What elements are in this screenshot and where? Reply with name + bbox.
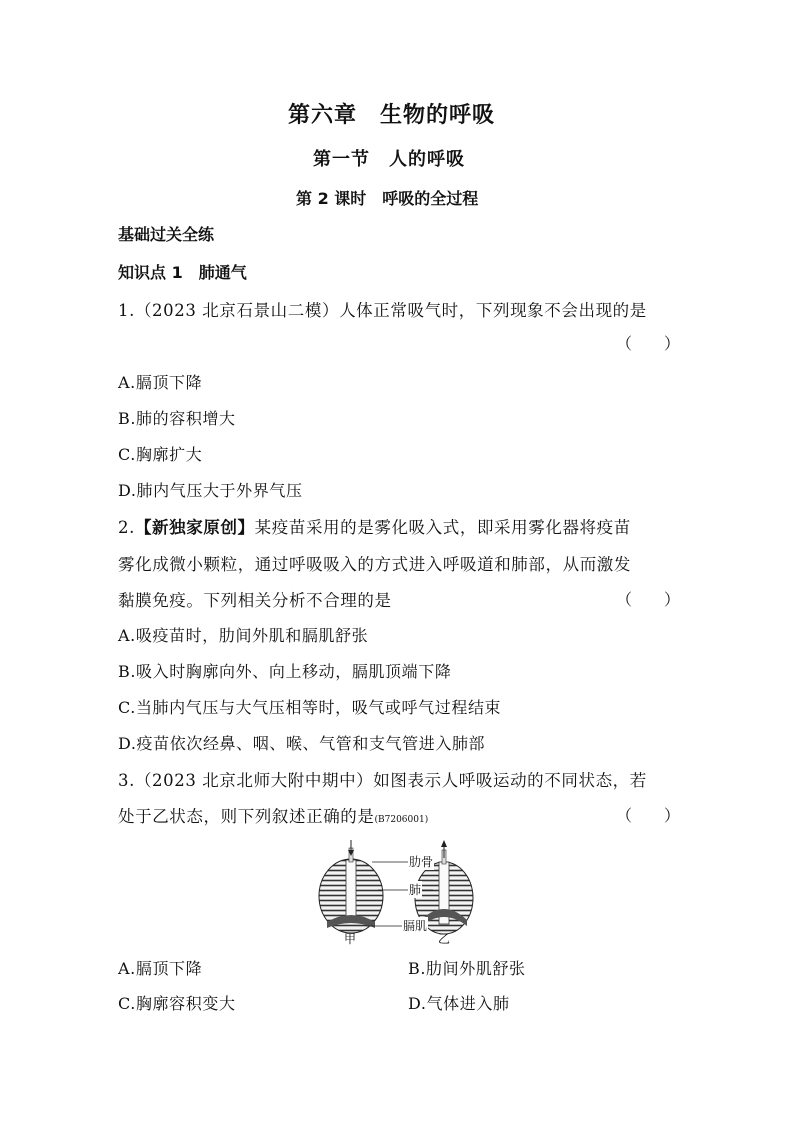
chapter-title: 第六章 生物的呼吸 <box>288 103 496 128</box>
figure-label-diaphragm: 膈肌 <box>403 919 428 933</box>
q1-stem: 1.（2023 北京石景山二模）人体正常吸气时，下列现象不会出现的是 <box>118 301 647 320</box>
q2-line1 <box>118 514 631 538</box>
figure-label-rib: 肋骨 <box>409 855 434 869</box>
q1-answer-blank: （ ） <box>616 334 681 353</box>
q3-line2 <box>118 803 428 827</box>
q2-line3: 黏膜免疫。下列相关分析不合理的是 <box>118 591 392 610</box>
figure-label-lung: 肺 <box>409 883 422 897</box>
figure-label-jia: 甲 <box>344 932 357 946</box>
q3-option-c: C.胸廓容积变大 <box>118 994 236 1013</box>
breathing-figure <box>300 838 500 948</box>
q3-option-a: A.膈顶下降 <box>118 959 203 978</box>
q3-line2-text: 处于乙状态，则下列叙述正确的是 <box>118 807 375 826</box>
q1-option-a: A.膈顶下降 <box>118 373 203 392</box>
arrow-up-icon <box>441 840 447 847</box>
q3-code: (B7206001) <box>374 815 429 825</box>
q2-line1-text: 某疫苗采用的是雾化吸入式，即采用雾化器将疫苗 <box>254 518 631 537</box>
q2-answer-blank: （ ） <box>616 590 681 609</box>
q3-line1: 3.（2023 北京北师大附中期中）如图表示人呼吸运动的不同状态，若 <box>118 771 647 790</box>
q2-line2: 雾化成微小颗粒，通过呼吸吸入的方式进入呼吸道和肺部，从而激发 <box>118 555 631 574</box>
figure-label-yi: 乙 <box>438 932 451 946</box>
q1-option-b: B.肺的容积增大 <box>118 409 236 428</box>
q2-option-d: D.疫苗依次经鼻、咽、喉、气管和支气管进入肺部 <box>118 734 486 753</box>
q2-option-c: C.当肺内气压与大气压相等时，吸气或呼气过程结束 <box>118 698 502 717</box>
q2-number: 2. <box>118 518 135 537</box>
q1-option-d: D.肺内气压大于外界气压 <box>118 481 303 500</box>
practice-heading: 基础过关全练 <box>118 225 215 244</box>
lesson-title: 第 2 课时 呼吸的全过程 <box>296 189 479 208</box>
knowledge-point-heading: 知识点 1 肺通气 <box>118 263 247 282</box>
q2-tag: 【新独家原创】 <box>134 518 255 537</box>
q2-option-b: B.吸入时胸廓向外、向上移动，膈肌顶端下降 <box>118 662 452 681</box>
q3-option-b: B.肋间外肌舒张 <box>408 959 526 978</box>
q3-option-d: D.气体进入肺 <box>408 994 510 1013</box>
q3-answer-blank: （ ） <box>616 806 681 825</box>
thorax-left-diagram <box>319 840 383 933</box>
section-title: 第一节 人的呼吸 <box>313 149 465 170</box>
q1-option-c: C.胸廓扩大 <box>118 445 203 464</box>
q2-option-a: A.吸疫苗时，肋间外肌和膈肌舒张 <box>118 626 369 645</box>
